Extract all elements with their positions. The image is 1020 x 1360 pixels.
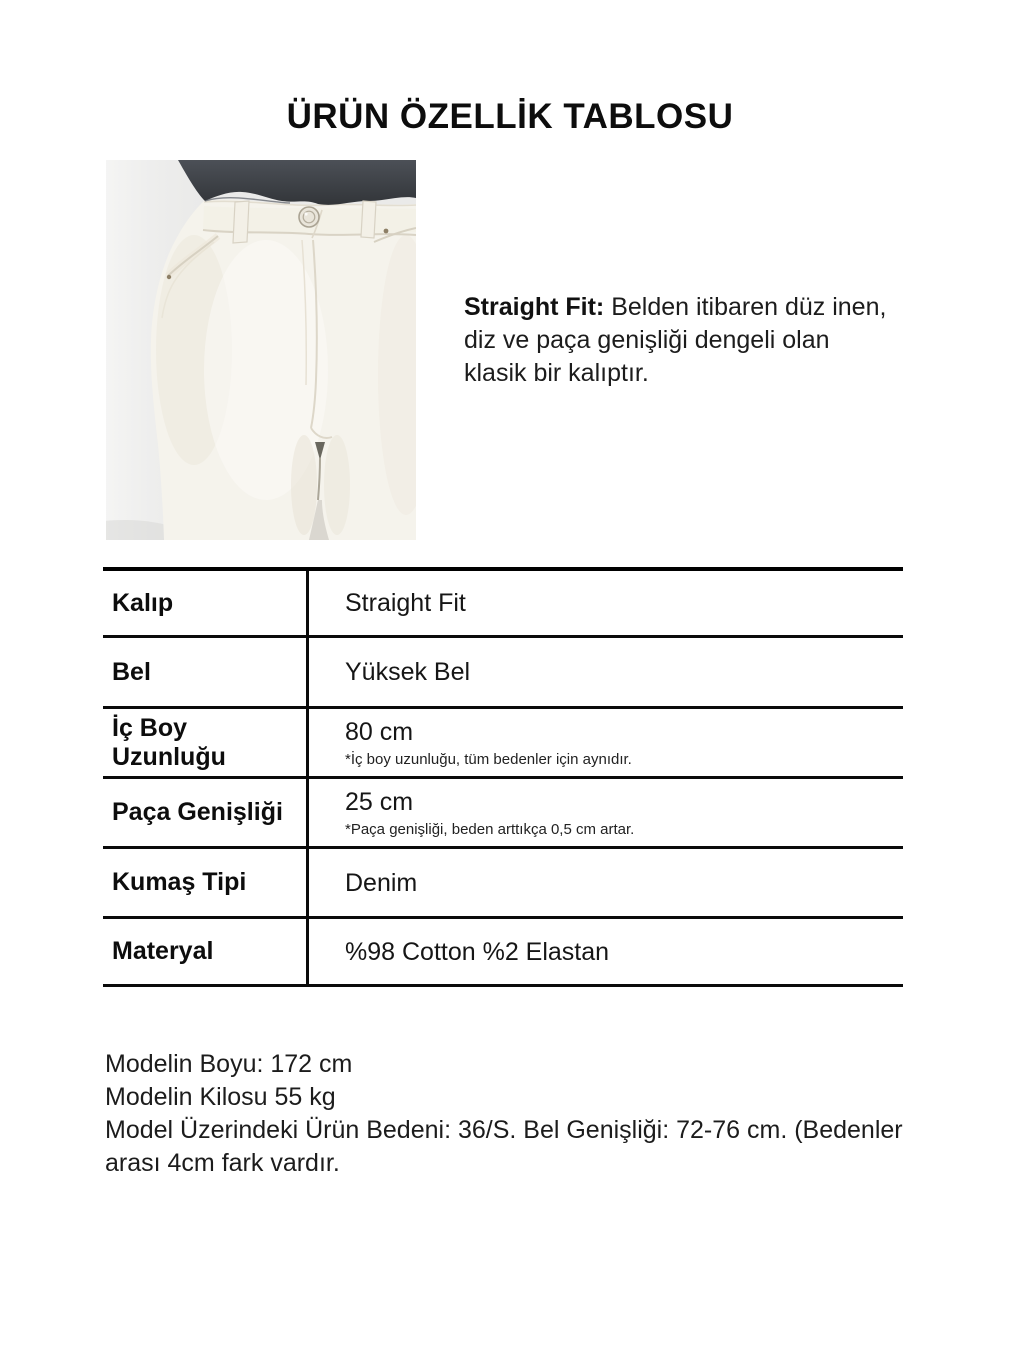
- spec-row-label-kumas: Kumaş Tipi: [103, 849, 309, 919]
- belt-loop-left: [233, 201, 249, 243]
- model-size-line: Model Üzerindeki Ürün Bedeni: 36/S. Bel Genişliği: 72-76 cm. (Bedenler: [105, 1116, 903, 1144]
- spec-row-value-paca: 25 cm *Paça genişliği, beden arttıkça 0,5 cm artar.: [309, 779, 903, 849]
- spec-row-note: *İç boy uzunluğu, tüm bedenler için aynıdır.: [345, 750, 632, 768]
- spec-row-note: *Paça genişliği, beden arttıkça 0,5 cm artar.: [345, 820, 635, 838]
- spec-row-label-ic-boy: İç Boy Uzunluğu: [103, 709, 309, 779]
- spec-row-value-bel: Yüksek Bel: [309, 638, 903, 709]
- belt-loop-right: [361, 201, 376, 238]
- model-height-line: Modelin Boyu: 172 cm: [105, 1050, 353, 1078]
- spec-row-value-kalip: Straight Fit: [309, 571, 903, 638]
- spec-row-label-materyal: Materyal: [103, 919, 309, 987]
- jeans-photo-illustration: [106, 160, 416, 540]
- product-photo: [106, 160, 416, 540]
- spec-table: [103, 567, 903, 987]
- page-title: ÜRÜN ÖZELLİK TABLOSU: [286, 97, 734, 136]
- right-pocket-rivet: [384, 229, 389, 234]
- model-size-line-wrap: arası 4cm fark vardır.: [105, 1149, 340, 1177]
- spec-row-label-bel: Bel: [103, 638, 309, 709]
- spec-row-value-ic-boy: 80 cm *İç boy uzunluğu, tüm bedenler için aynıdır.: [309, 709, 903, 779]
- fit-description-line: diz ve paça genişliği dengeli olan: [464, 326, 830, 354]
- fit-description-line: Straight Fit: Belden itibaren düz inen,: [464, 293, 887, 321]
- fit-description: [464, 291, 924, 390]
- model-info: [105, 1048, 945, 1180]
- spec-row-label-paca: Paça Genişliği: [103, 779, 309, 849]
- jeans-button: [299, 207, 319, 227]
- spec-row-value-kumas: Denim: [309, 849, 903, 919]
- model-weight-line: Modelin Kilosu 55 kg: [105, 1083, 336, 1111]
- fit-name-label: Straight Fit:: [464, 293, 605, 321]
- spec-row-value-materyal: %98 Cotton %2 Elastan: [309, 919, 903, 987]
- spec-row-label-kalip: Kalıp: [103, 571, 309, 638]
- left-pocket-rivet: [167, 275, 171, 279]
- fit-description-line: klasik bir kalıptır.: [464, 359, 649, 387]
